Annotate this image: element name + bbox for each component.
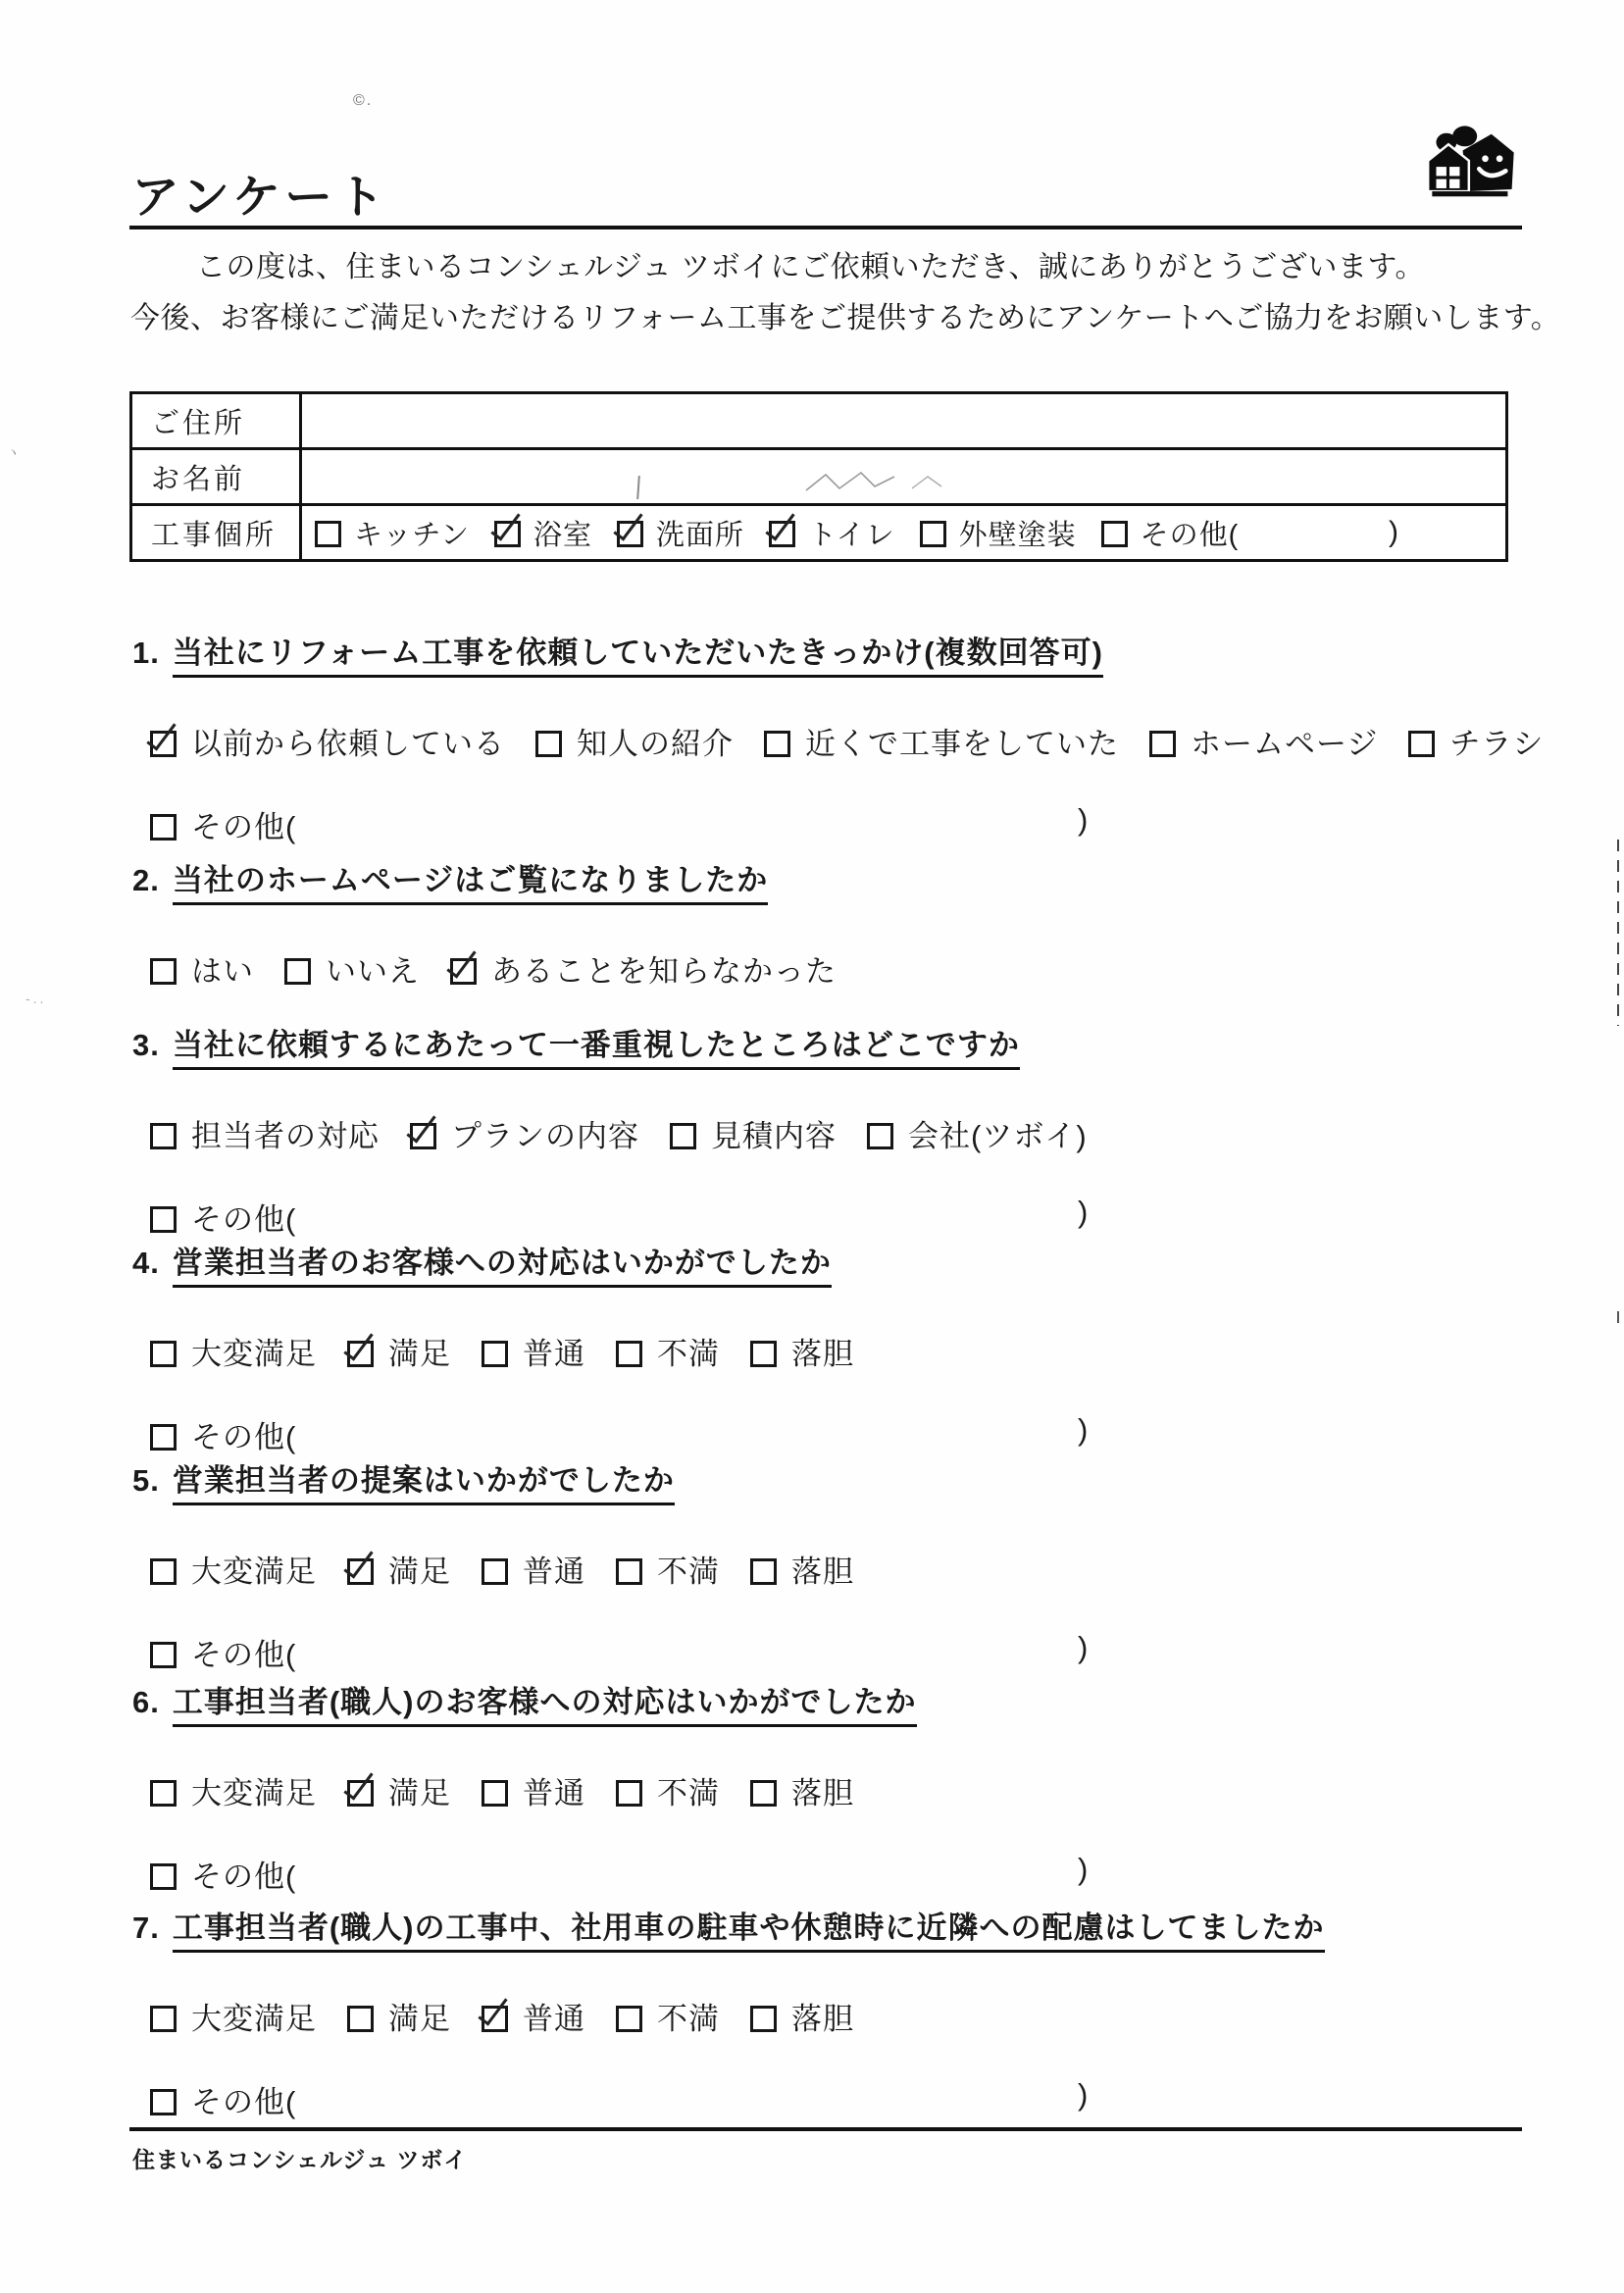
question-1: [132, 628, 1545, 846]
name-label: お名前: [131, 449, 301, 505]
question-number: 4.: [132, 1246, 160, 1280]
option-label: その他(: [191, 1638, 297, 1672]
checkbox[interactable]: [482, 2006, 508, 2032]
work-option[interactable]: [494, 520, 592, 551]
work-option[interactable]: [315, 520, 470, 551]
answer-option[interactable]: [150, 1554, 317, 1589]
option-label: 落胆: [791, 2002, 854, 2036]
checkbox[interactable]: [347, 1341, 374, 1367]
other-option-row: [150, 1630, 1545, 1674]
question-title: 工事担当者(職人)の工事中、社用車の駐車や休憩時に近隣への配慮はしてましたか: [173, 1911, 1325, 1953]
checkbox[interactable]: [150, 1123, 177, 1149]
question-title: 工事担当者(職人)のお客様への対応はいかがでしたか: [173, 1685, 917, 1727]
other-close-paren: ): [1078, 1412, 1089, 1447]
scan-artifact-mark: ©.: [353, 92, 374, 109]
answer-option[interactable]: [347, 1776, 451, 1810]
question-options: [150, 1547, 1545, 1591]
checkbox[interactable]: [1101, 521, 1128, 547]
question-heading: [132, 1903, 1545, 1947]
answer-option[interactable]: [410, 1119, 639, 1153]
option-label: その他(: [191, 1420, 297, 1454]
address-row: [131, 393, 1507, 449]
other-option-row: [150, 1195, 1545, 1239]
checkbox[interactable]: [284, 958, 311, 985]
question-number: 3.: [132, 1028, 160, 1062]
checkbox[interactable]: [150, 1558, 177, 1585]
option-label: 満足: [388, 1554, 451, 1589]
house-mascot-icon: [1424, 124, 1522, 206]
question-options: [150, 1768, 1545, 1812]
checkbox[interactable]: [347, 1780, 374, 1807]
checkbox[interactable]: [750, 2006, 777, 2032]
footer-rule: [129, 2127, 1522, 2131]
address-label: ご住所: [131, 393, 301, 449]
answer-option[interactable]: [482, 2002, 585, 2036]
answer-option[interactable]: [750, 1776, 854, 1810]
answer-option[interactable]: [347, 1554, 451, 1589]
answer-option[interactable]: [750, 1554, 854, 1589]
checkbox[interactable]: [482, 1780, 508, 1807]
checkbox[interactable]: [616, 1780, 642, 1807]
option-label: 近くで工事をしていた: [805, 727, 1119, 761]
checkbox[interactable]: [482, 1558, 508, 1585]
question-number: 7.: [132, 1911, 160, 1945]
option-label: ホームページ: [1191, 727, 1379, 761]
question-4: [132, 1238, 1545, 1456]
question-2: [132, 855, 1545, 991]
question-6: [132, 1677, 1545, 1896]
option-label: 普通: [523, 2002, 585, 2036]
option-label: 知人の紹介: [577, 727, 734, 761]
address-field[interactable]: [301, 393, 1507, 449]
option-label: 不満: [657, 1554, 720, 1589]
answer-option[interactable]: [150, 1337, 317, 1371]
checkbox[interactable]: [150, 1424, 177, 1451]
checkbox[interactable]: [616, 2006, 642, 2032]
work-location-options: [301, 505, 1507, 561]
question-options: [150, 719, 1545, 763]
option-label: その他(: [1140, 519, 1240, 551]
answer-option[interactable]: [347, 1337, 451, 1371]
scan-artifact-edge-dot: [1617, 1311, 1619, 1323]
other-close-paren: ): [1389, 516, 1398, 548]
other-close-paren: ): [1078, 1195, 1089, 1229]
checkbox[interactable]: [150, 731, 177, 757]
answer-option-other[interactable]: [150, 1202, 297, 1237]
answer-option-other[interactable]: [150, 1420, 297, 1454]
question-title: 当社のホームページはご覧になりましたか: [173, 863, 768, 905]
checkbox[interactable]: [450, 958, 477, 985]
checkbox[interactable]: [150, 1341, 177, 1367]
option-label: 満足: [388, 2002, 451, 2036]
checkbox[interactable]: [150, 1642, 177, 1668]
footer-company-name: 住まいるコンシェルジュ ツボイ: [132, 2147, 468, 2172]
checkbox[interactable]: [315, 521, 341, 547]
question-number: 1.: [132, 636, 160, 670]
answer-option[interactable]: [150, 2002, 317, 2036]
checkbox[interactable]: [616, 1558, 642, 1585]
checkbox[interactable]: [750, 1341, 777, 1367]
option-label: その他(: [191, 1202, 297, 1237]
checkbox[interactable]: [920, 521, 946, 547]
answer-option[interactable]: [616, 1554, 720, 1589]
option-label: その他(: [191, 1860, 297, 1894]
answer-option[interactable]: [482, 1776, 585, 1810]
answer-option[interactable]: [150, 1119, 380, 1153]
work-location-row: [131, 505, 1507, 561]
other-option-row: [150, 1412, 1545, 1456]
scan-artifact-margin-mark: -..: [25, 991, 47, 1006]
question-options: [150, 1329, 1545, 1373]
answer-option[interactable]: [482, 1337, 585, 1371]
page-title: アンケート: [131, 171, 389, 223]
option-label: 不満: [657, 2002, 720, 2036]
question-7: [132, 1903, 1545, 2121]
option-label: キッチン: [354, 519, 470, 551]
option-label: 見積内容: [711, 1119, 837, 1153]
answer-option[interactable]: [764, 727, 1119, 761]
work-location-label: 工事個所: [131, 505, 301, 561]
checkbox[interactable]: [150, 2089, 177, 2115]
checkbox[interactable]: [867, 1123, 893, 1149]
title-underline: [129, 226, 1522, 229]
checkbox[interactable]: [1149, 731, 1176, 757]
option-label: 浴室: [533, 519, 592, 551]
question-heading: [132, 1455, 1545, 1500]
other-close-paren: ): [1078, 1852, 1089, 1886]
option-label: 不満: [657, 1776, 720, 1810]
answer-option[interactable]: [450, 954, 837, 989]
scan-artifact-edge-dashes: [1617, 840, 1619, 1026]
option-label: あることを知らなかった: [491, 954, 837, 989]
checkbox[interactable]: [750, 1780, 777, 1807]
option-label: 落胆: [791, 1554, 854, 1589]
question-heading: [132, 1238, 1545, 1282]
checkbox[interactable]: [482, 1341, 508, 1367]
other-option-row: [150, 1852, 1545, 1896]
option-label: 落胆: [791, 1776, 854, 1810]
checkbox[interactable]: [494, 521, 521, 547]
option-label: 大変満足: [191, 1554, 317, 1589]
checkbox[interactable]: [150, 1863, 177, 1890]
option-label: その他(: [191, 2085, 297, 2119]
checkbox[interactable]: [616, 1341, 642, 1367]
answer-option[interactable]: [867, 1119, 1088, 1153]
question-number: 5.: [132, 1463, 160, 1498]
question-title: 営業担当者のお客様への対応はいかがでしたか: [173, 1246, 832, 1288]
option-label: 大変満足: [191, 1337, 317, 1371]
answer-option[interactable]: [616, 2002, 720, 2036]
scan-artifact-scribble: [804, 467, 971, 503]
answer-option[interactable]: [284, 954, 420, 989]
answer-option[interactable]: [750, 1337, 854, 1371]
answer-option[interactable]: [535, 727, 734, 761]
option-label: 大変満足: [191, 1776, 317, 1810]
checkbox[interactable]: [670, 1123, 696, 1149]
checkbox[interactable]: [347, 1558, 374, 1585]
option-label: 会社(ツボイ): [908, 1119, 1088, 1153]
answer-option[interactable]: [616, 1337, 720, 1371]
answer-option[interactable]: [482, 1554, 585, 1589]
checkbox[interactable]: [617, 521, 643, 547]
other-close-paren: ): [1078, 802, 1089, 837]
checkbox[interactable]: [347, 2006, 374, 2032]
other-option-row: [150, 2077, 1545, 2121]
option-label: チラシ: [1449, 727, 1545, 761]
checkbox[interactable]: [150, 814, 177, 841]
answer-option[interactable]: [670, 1119, 837, 1153]
answer-option-other[interactable]: [150, 1860, 297, 1894]
answer-option-other[interactable]: [150, 1638, 297, 1672]
question-heading: [132, 1020, 1545, 1064]
option-label: トイレ: [808, 519, 895, 551]
option-label: 満足: [388, 1776, 451, 1810]
work-option[interactable]: [769, 520, 895, 551]
answer-option[interactable]: [347, 2002, 451, 2036]
checkbox[interactable]: [410, 1123, 436, 1149]
checkbox[interactable]: [150, 1206, 177, 1233]
option-label: 普通: [523, 1337, 585, 1371]
other-option-row: [150, 802, 1545, 846]
option-label: はい: [191, 954, 254, 989]
work-option[interactable]: [920, 520, 1077, 551]
question-heading: [132, 1677, 1545, 1721]
other-close-paren: ): [1078, 2077, 1089, 2112]
other-close-paren: ): [1078, 1630, 1089, 1664]
checkbox[interactable]: [150, 958, 177, 985]
checkbox[interactable]: [750, 1558, 777, 1585]
question-options: [150, 1111, 1545, 1155]
question-3: [132, 1020, 1545, 1239]
answer-option[interactable]: [616, 1776, 720, 1810]
question-title: 当社にリフォーム工事を依頼していただいたきっかけ(複数回答可): [173, 636, 1103, 678]
question-options: [150, 946, 1545, 991]
option-label: 普通: [523, 1776, 585, 1810]
scan-artifact-margin-mark: ヽ: [6, 444, 22, 461]
answer-option-other[interactable]: [150, 2085, 297, 2119]
intro-line-2: 今後、お客様にご満足いただけるリフォーム工事をご提供するためにアンケートへご協力をお願いします。: [130, 302, 1561, 334]
option-label: 大変満足: [191, 2002, 317, 2036]
checkbox[interactable]: [535, 731, 562, 757]
answer-option-other[interactable]: [150, 810, 297, 844]
option-label: プランの内容: [451, 1119, 639, 1153]
checkbox[interactable]: [150, 2006, 177, 2032]
answer-option[interactable]: [1149, 727, 1379, 761]
option-label: その他(: [191, 810, 297, 844]
question-options: [150, 1994, 1545, 2038]
option-label: 担当者の対応: [191, 1119, 380, 1153]
checkbox[interactable]: [764, 731, 790, 757]
answer-option[interactable]: [1408, 727, 1545, 761]
checkbox[interactable]: [769, 521, 795, 547]
intro-line-1: この度は、住まいるコンシェルジュ ツボイにご依頼いただき、誠にありがとうございます。: [196, 251, 1426, 283]
answer-option[interactable]: [150, 1776, 317, 1810]
option-label: 不満: [657, 1337, 720, 1371]
option-label: 外壁塗装: [958, 519, 1077, 551]
checkbox[interactable]: [1408, 731, 1435, 757]
question-number: 6.: [132, 1685, 160, 1719]
work-option[interactable]: [617, 520, 744, 551]
checkbox[interactable]: [150, 1780, 177, 1807]
question-heading: [132, 855, 1545, 899]
answer-option[interactable]: [150, 954, 254, 989]
option-label: 洗面所: [656, 519, 745, 551]
answer-option[interactable]: [150, 727, 505, 761]
option-label: 普通: [523, 1554, 585, 1589]
question-title: 当社に依頼するにあたって一番重視したところはどこですか: [173, 1028, 1020, 1070]
option-label: 以前から依頼している: [191, 727, 505, 761]
answer-option[interactable]: [750, 2002, 854, 2036]
option-label: 満足: [388, 1337, 451, 1371]
question-number: 2.: [132, 863, 160, 897]
question-title: 営業担当者の提案はいかがでしたか: [173, 1463, 675, 1505]
option-label: 落胆: [791, 1337, 854, 1371]
option-label: いいえ: [326, 954, 420, 989]
question-5: [132, 1455, 1545, 1674]
question-heading: [132, 628, 1545, 672]
work-option-other[interactable]: [1101, 520, 1240, 551]
